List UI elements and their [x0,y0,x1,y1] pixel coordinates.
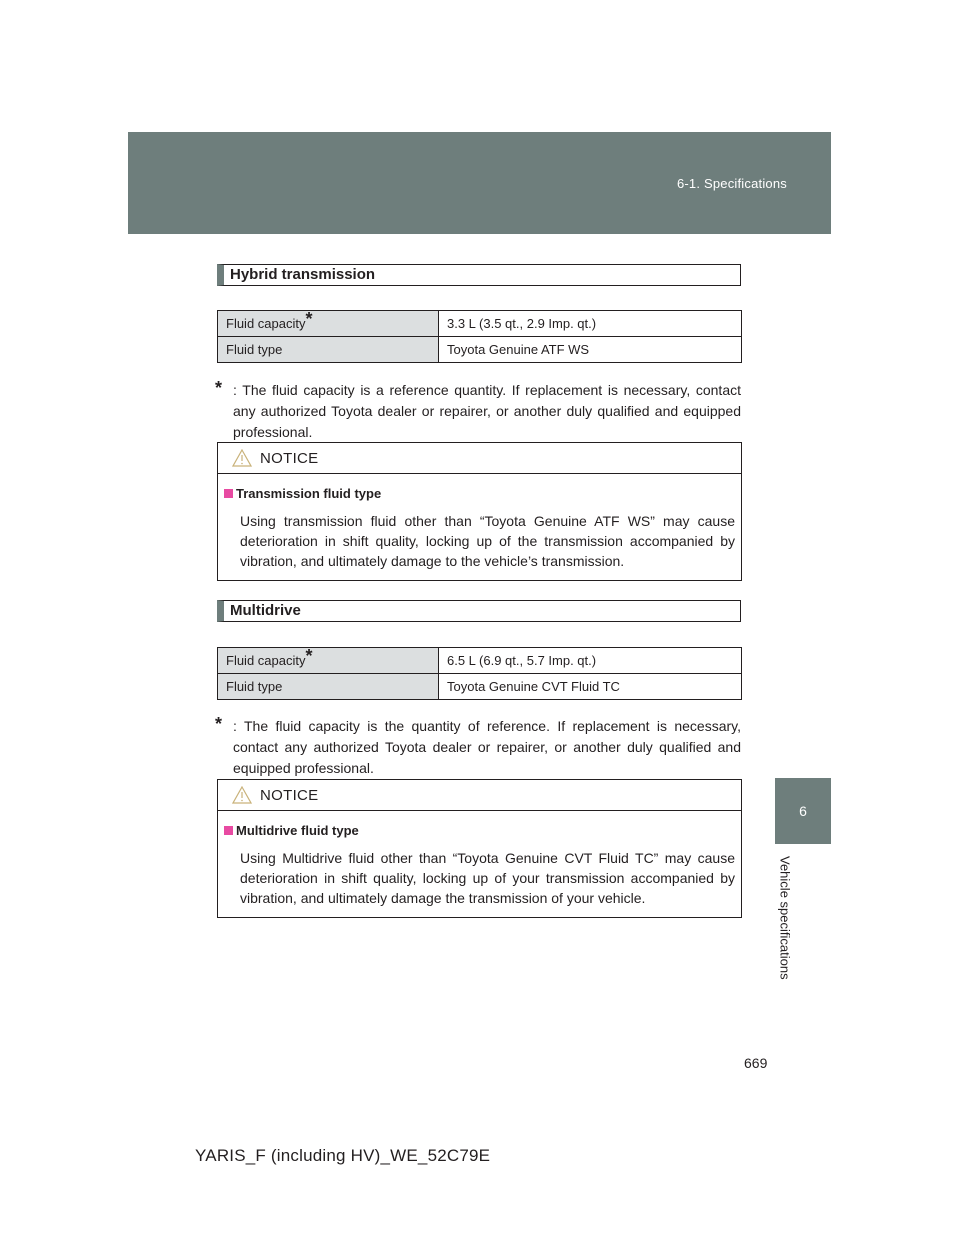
warning-triangle-icon [232,786,252,804]
warning-triangle-icon [232,449,252,467]
notice-body [218,811,741,920]
notice-box-hybrid [217,442,742,581]
footnote-text: : The fluid capacity is a reference quantity. If replacement is necessary, contact any authorized Toyota dealer or repairer, or another duly qualified and equipped professional. [233,382,741,440]
footnote-marker: * [215,378,223,398]
table-row [218,311,742,337]
row-label [218,308,439,337]
row-label: Fluid type [218,337,439,363]
chapter-side-label [760,846,810,990]
header-band [128,132,831,234]
row-value: Toyota Genuine ATF WS [439,337,742,363]
section-heading-hybrid-transmission: Hybrid transmission [217,264,741,286]
row-label [218,645,439,674]
footnote-text: : The fluid capacity is the quantity of reference. If replacement is necessary, contact any authorized Toyota dealer or repairer, or another duly qualified and equipped professional. [233,718,741,776]
square-bullet-icon [224,489,233,498]
row-value: Toyota Genuine CVT Fluid TC [439,674,742,700]
notice-text: Using Multidrive fluid other than “Toyota Genuine CVT Fluid TC” may cause deterioration in shift quality, locking up of your transmission accompanied by vibration, and ultimately damage the transmission of your vehicle. [240,850,735,906]
footnote-multidrive [215,716,741,779]
notice-header [218,780,741,811]
row-value: 6.5 L (6.9 qt., 5.7 Imp. qt.) [439,648,742,674]
notice-subtitle-text: Transmission fluid type [236,486,382,501]
notice-body [218,474,741,583]
notice-title: NOTICE [260,787,319,804]
table-row [218,337,742,363]
multidrive-spec-table [217,647,742,700]
table-row [218,674,742,700]
notice-text: Using transmission fluid other than “Toyota Genuine ATF WS” may cause deterioration in shift quality, locking up of the transmission accompanied by vibration, and ultimately damage to the vehicle’s transmission. [240,513,735,569]
notice-header [218,443,741,474]
notice-subtitle [224,822,735,840]
label-text: Fluid capacity [226,653,306,668]
document-id: YARIS_F (including HV)_WE_52C79E [195,1146,491,1165]
table-row [218,648,742,674]
footnote-marker: * [305,645,313,666]
notice-title: NOTICE [260,450,319,467]
section-title: 6-1. Specifications [676,176,787,191]
row-label: Fluid type [218,674,439,700]
notice-subtitle-text: Multidrive fluid type [236,823,359,838]
square-bullet-icon [224,826,233,835]
row-value: 3.3 L (3.5 qt., 2.9 Imp. qt.) [439,311,742,337]
notice-subtitle [224,485,735,503]
footnote-marker: * [305,308,313,329]
footnote-hybrid [215,380,741,443]
label-text: Fluid capacity [226,316,306,331]
footnote-marker: * [215,714,223,734]
page-number: 669 [744,1055,768,1071]
section-heading-multidrive: Multidrive [217,600,741,622]
chapter-title: Vehicle specifications [777,856,793,980]
chapter-tab: 6 [775,778,831,844]
hybrid-spec-table [217,310,742,363]
notice-box-multidrive [217,779,742,918]
